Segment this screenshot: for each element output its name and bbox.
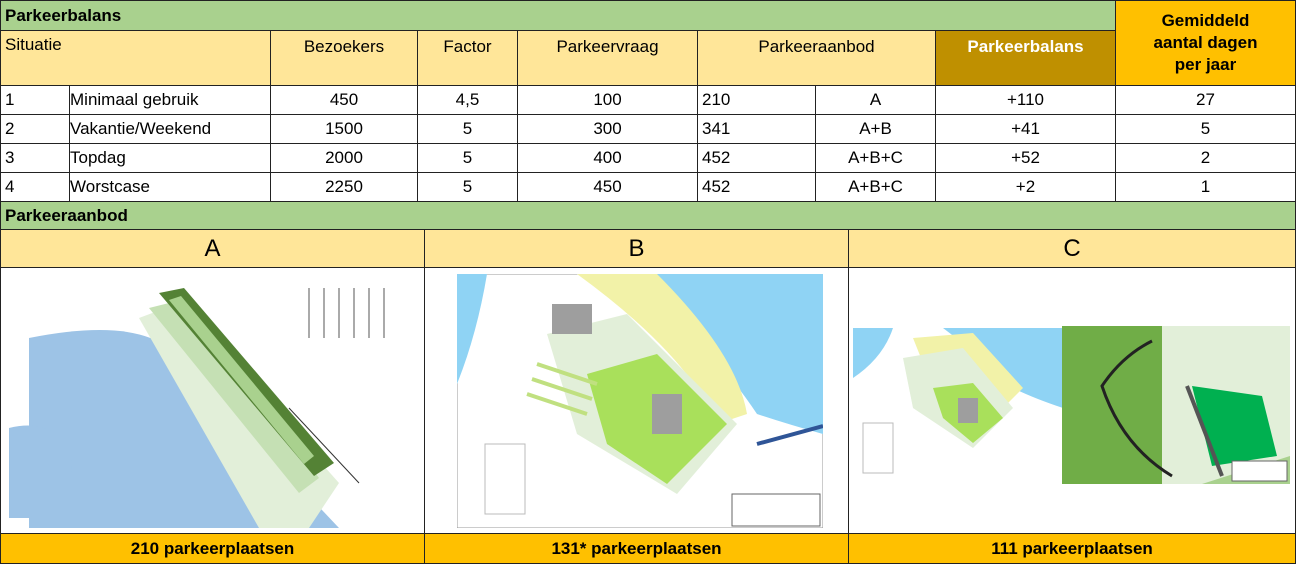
map-b-cell bbox=[425, 268, 849, 534]
row-locatie: A+B+C bbox=[816, 173, 936, 202]
row-parkeeraanbod: 341 bbox=[698, 115, 816, 144]
row-parkeervraag: 400 bbox=[518, 144, 698, 173]
parkeeraanbod-header: Parkeeraanbod bbox=[698, 31, 936, 86]
row-factor: 4,5 bbox=[418, 86, 518, 115]
map-c-image-left bbox=[853, 328, 1063, 483]
location-b-caption: 131* parkeerplaatsen bbox=[425, 534, 849, 564]
location-a-caption: 210 parkeerplaatsen bbox=[0, 534, 425, 564]
row-nr: 4 bbox=[0, 173, 70, 202]
gemiddeld-header-line2: aantal dagen bbox=[1153, 33, 1258, 52]
row-factor: 5 bbox=[418, 115, 518, 144]
row-parkeervraag: 450 bbox=[518, 173, 698, 202]
location-c-caption: 111 parkeerplaatsen bbox=[849, 534, 1296, 564]
gemiddeld-header-line1: Gemiddeld bbox=[1161, 11, 1250, 30]
row-bezoekers: 2250 bbox=[271, 173, 418, 202]
situatie-header: Situatie bbox=[0, 31, 271, 86]
row-situatie: Worstcase bbox=[70, 173, 271, 202]
row-parkeervraag: 100 bbox=[518, 86, 698, 115]
row-nr: 1 bbox=[0, 86, 70, 115]
row-dagen: 5 bbox=[1116, 115, 1296, 144]
factor-header: Factor bbox=[418, 31, 518, 86]
map-c-cell bbox=[849, 268, 1296, 534]
bezoekers-header: Bezoekers bbox=[271, 31, 418, 86]
map-c-image-right bbox=[1062, 326, 1290, 484]
row-nr: 2 bbox=[0, 115, 70, 144]
row-parkeerbalans: +2 bbox=[936, 173, 1116, 202]
row-parkeerbalans: +110 bbox=[936, 86, 1116, 115]
location-a-label: A bbox=[0, 230, 425, 268]
row-bezoekers: 1500 bbox=[271, 115, 418, 144]
row-parkeerbalans: +52 bbox=[936, 144, 1116, 173]
row-parkeervraag: 300 bbox=[518, 115, 698, 144]
parkeerbalans-title: Parkeerbalans bbox=[0, 0, 1116, 31]
row-locatie: A+B+C bbox=[816, 144, 936, 173]
parkeerbalans-header: Parkeerbalans bbox=[936, 31, 1116, 86]
row-situatie: Vakantie/Weekend bbox=[70, 115, 271, 144]
row-dagen: 1 bbox=[1116, 173, 1296, 202]
map-a-cell bbox=[0, 268, 425, 534]
map-b-image bbox=[457, 274, 823, 528]
row-locatie: A bbox=[816, 86, 936, 115]
gemiddeld-header bbox=[1116, 0, 1296, 86]
row-parkeeraanbod: 452 bbox=[698, 173, 816, 202]
row-dagen: 2 bbox=[1116, 144, 1296, 173]
row-parkeeraanbod: 452 bbox=[698, 144, 816, 173]
parkeervraag-header: Parkeervraag bbox=[518, 31, 698, 86]
parkeeraanbod-title: Parkeeraanbod bbox=[0, 202, 1296, 230]
row-factor: 5 bbox=[418, 173, 518, 202]
row-dagen: 27 bbox=[1116, 86, 1296, 115]
location-c-label: C bbox=[849, 230, 1296, 268]
map-a-image bbox=[9, 278, 414, 528]
row-situatie: Topdag bbox=[70, 144, 271, 173]
location-b-label: B bbox=[425, 230, 849, 268]
row-parkeerbalans: +41 bbox=[936, 115, 1116, 144]
gemiddeld-header-line3: per jaar bbox=[1174, 55, 1237, 74]
row-parkeeraanbod: 210 bbox=[698, 86, 816, 115]
row-locatie: A+B bbox=[816, 115, 936, 144]
row-bezoekers: 2000 bbox=[271, 144, 418, 173]
row-nr: 3 bbox=[0, 144, 70, 173]
row-factor: 5 bbox=[418, 144, 518, 173]
row-bezoekers: 450 bbox=[271, 86, 418, 115]
row-situatie: Minimaal gebruik bbox=[70, 86, 271, 115]
